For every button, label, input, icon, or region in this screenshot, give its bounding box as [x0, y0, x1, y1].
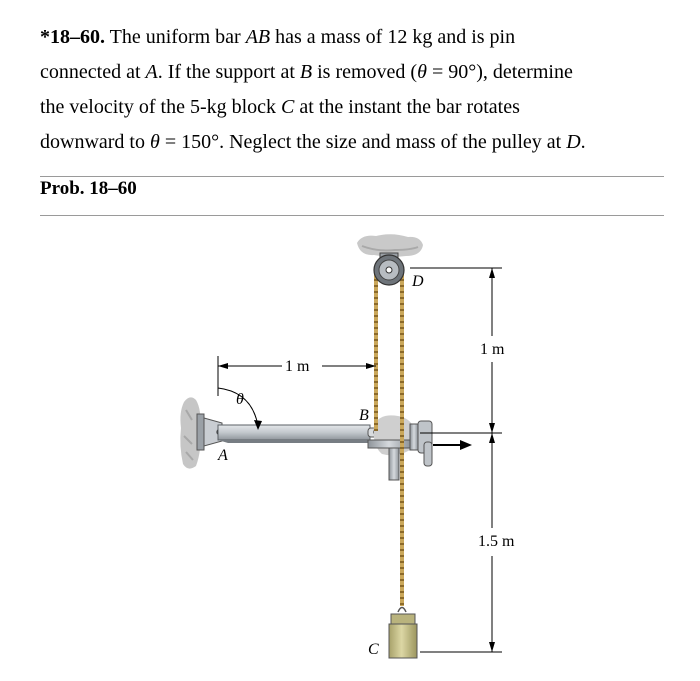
problem-number: *18–60.: [40, 26, 105, 48]
label-B: B: [359, 407, 369, 424]
block-C: [389, 608, 417, 659]
label-A: A: [218, 447, 228, 464]
label-D: D: [412, 273, 424, 290]
label-C: C: [368, 641, 379, 658]
dim-bottom-text: 1.5 m: [478, 533, 515, 550]
problem-line-4: downward to θ = 150°. Neglect the size and mass of the pulley at D.: [40, 131, 586, 153]
figure-caption: Prob. 18–60: [40, 178, 137, 199]
removal-arrow: [433, 440, 472, 450]
dim-top-text: 1 m: [480, 341, 505, 358]
label-theta: θ: [236, 391, 244, 408]
problem-line-1: *18–60. The uniform bar AB has a mass of 12 kg and is pin: [40, 26, 516, 48]
dim-bar-text: 1 m: [285, 358, 310, 375]
bar-AB: [218, 425, 370, 443]
pulley-D: [374, 253, 404, 285]
problem-line-2: connected at A. If the support at B is removed (θ = 90°), determine: [40, 61, 573, 83]
problem-line-3: the velocity of the 5-kg block C at the instant the bar rotates: [40, 96, 520, 118]
